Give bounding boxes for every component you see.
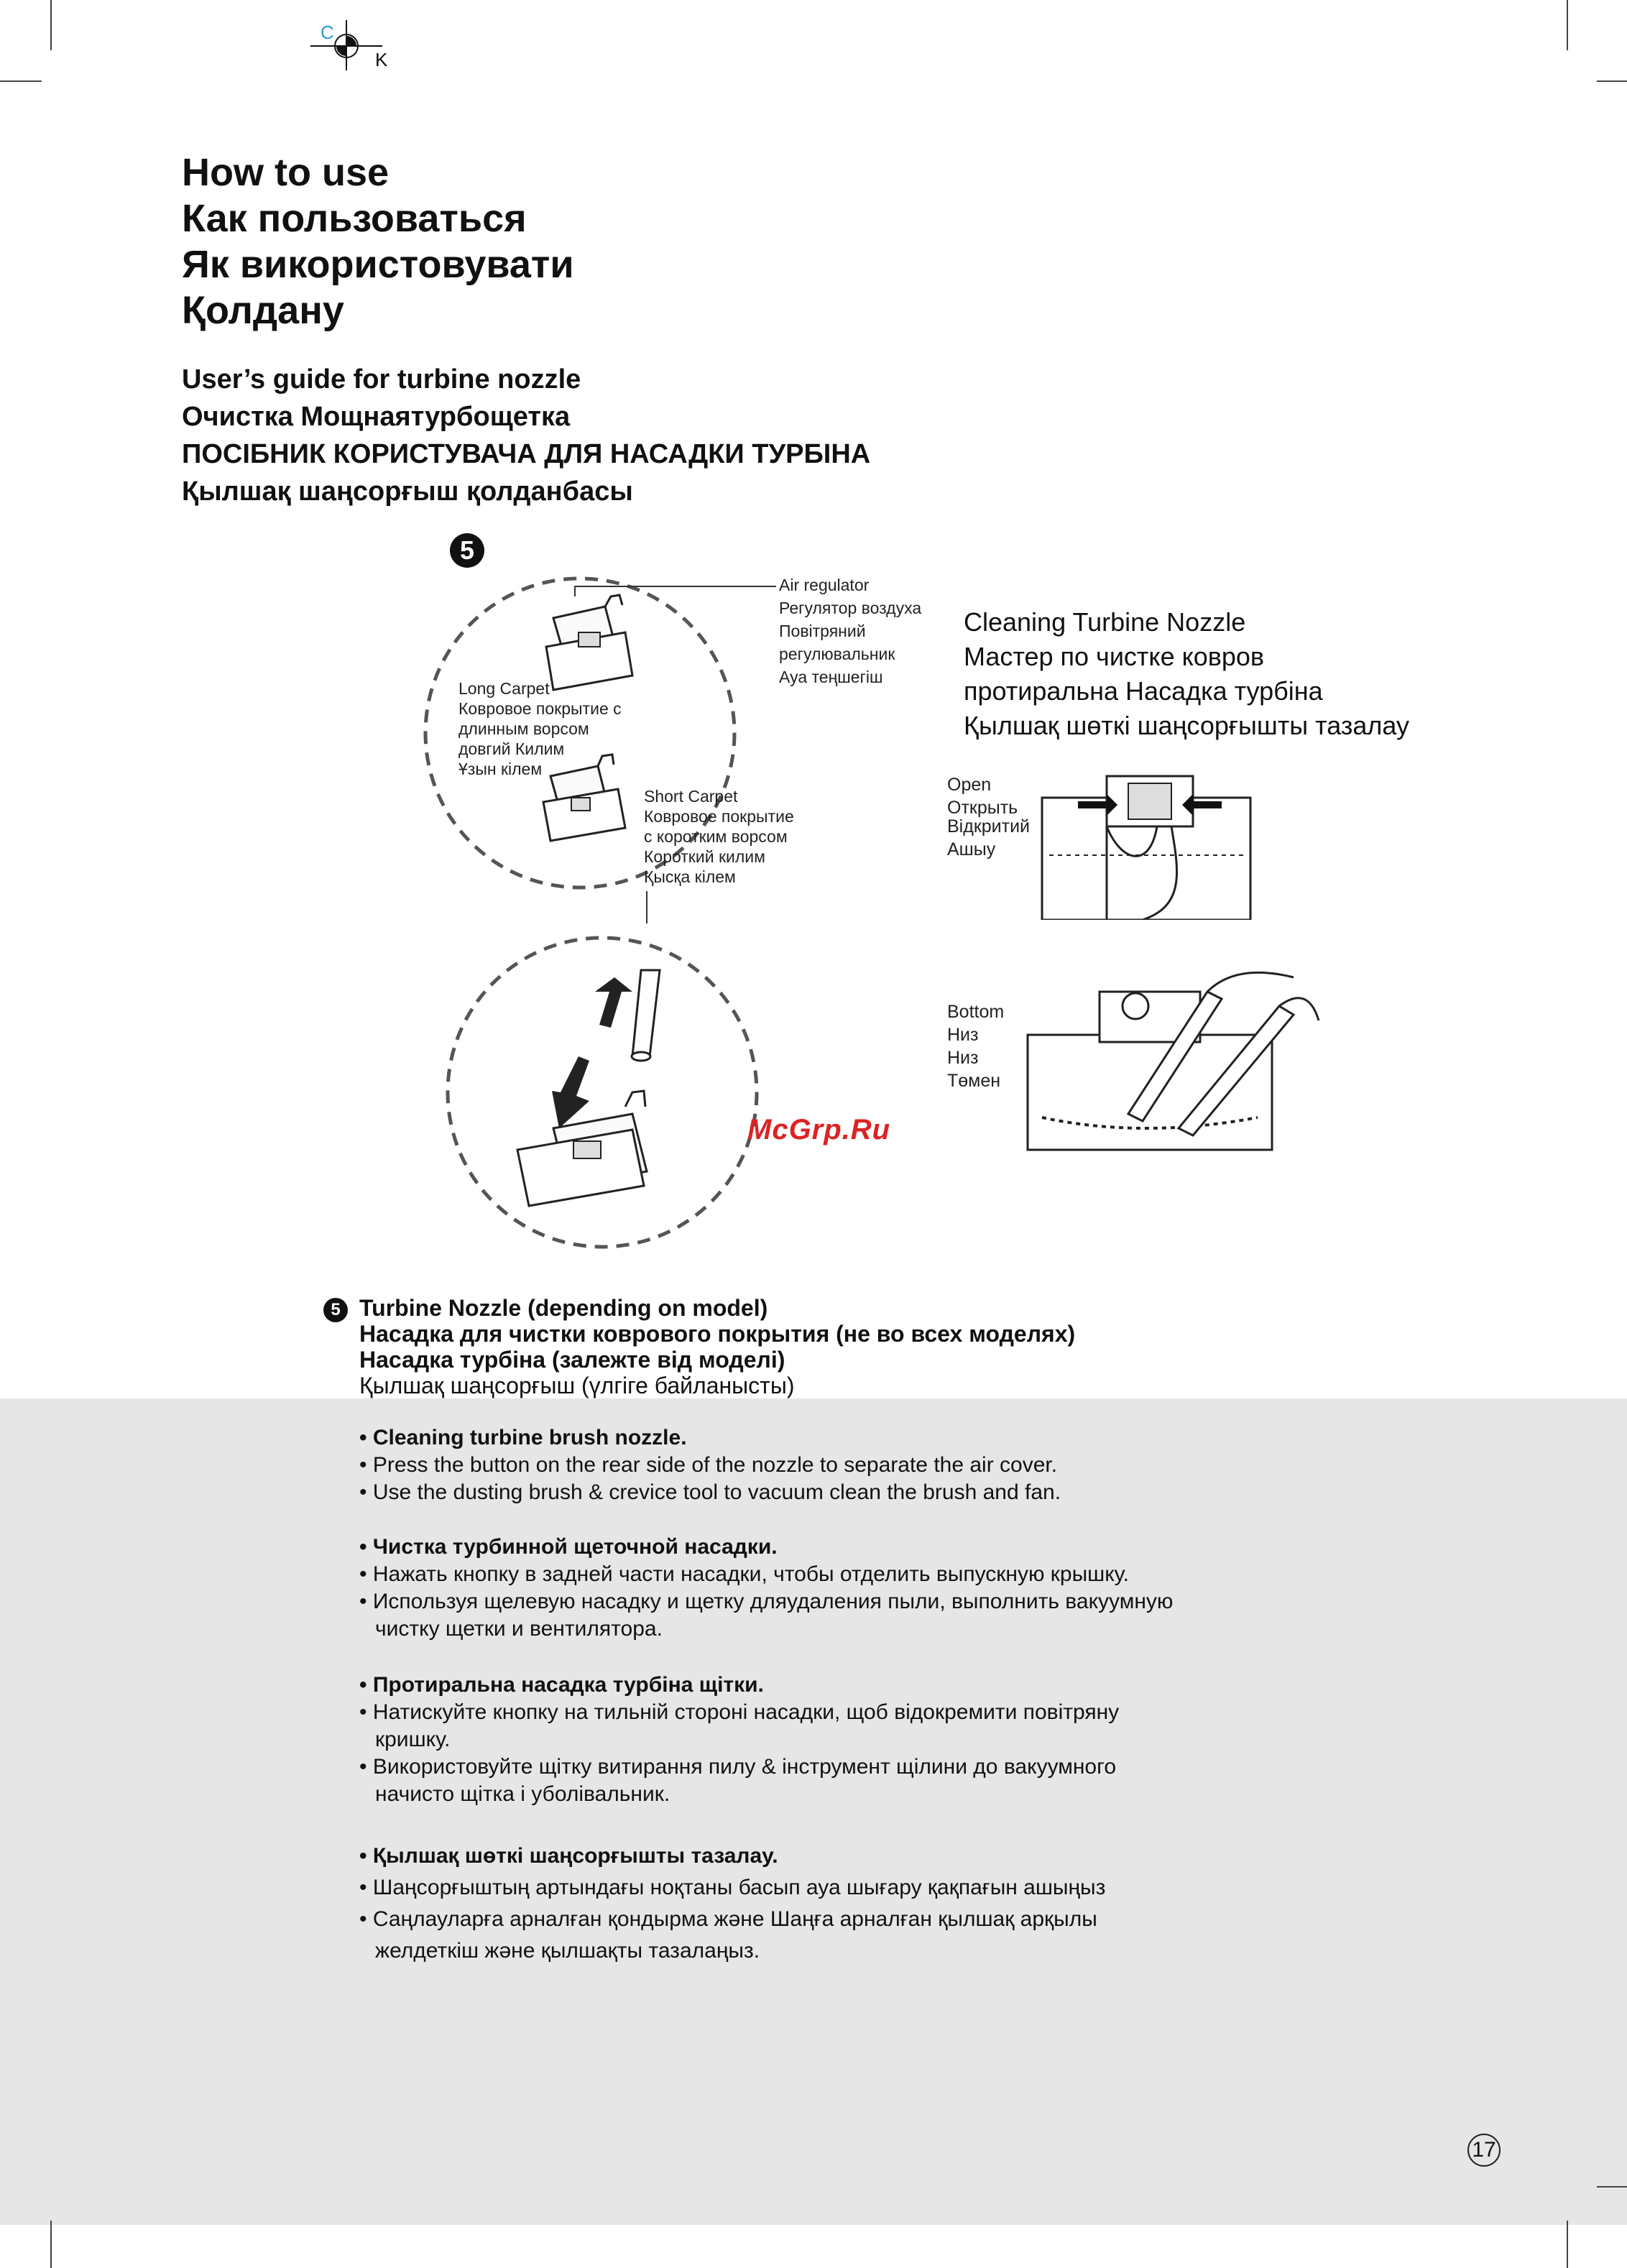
section-heading-uk: Насадка турбіна (залежте від моделі) — [359, 1347, 785, 1373]
crop-mark — [50, 2221, 52, 2268]
crop-mark — [1597, 80, 1627, 82]
open-label-en: Open — [947, 775, 992, 795]
crop-mark — [1567, 0, 1568, 50]
long-carpet-label-kk: Ұзын кілем — [458, 760, 543, 778]
short-carpet-label-en: Short Carpet — [644, 787, 738, 806]
bottom-cleaning-illustration — [1020, 963, 1322, 1157]
instr-kk-bullet-2-cont: желдеткіш және қылшақты тазалаңыз. — [375, 1939, 760, 1963]
turbine-nozzle-illustration — [417, 561, 819, 1279]
short-carpet-label-ru-2: с коротким ворсом — [644, 827, 788, 846]
instr-en-bullet-2: • Use the dusting brush & crevice tool to vacuum clean the brush and fan. — [359, 1480, 1061, 1504]
instr-uk-bullet-1: • Натискуйте кнопку на тильній стороні насадки, щоб відокремити повітряну — [359, 1700, 1120, 1724]
cleaning-title-uk: протиральна Насадка турбіна — [964, 676, 1323, 706]
air-regulator-label-en: Air regulator — [779, 576, 870, 594]
bottom-label-uk: Низ — [947, 1048, 979, 1068]
crop-mark — [1597, 2186, 1627, 2188]
step-badge: 5 — [450, 533, 484, 568]
instr-uk-bullet-2: • Використовуйте щітку витирання пилу & інструмент щілини до вакуумного — [359, 1755, 1117, 1779]
registration-mark — [310, 20, 388, 70]
instr-en-title: • Cleaning turbine brush nozzle. — [359, 1426, 687, 1449]
instr-kk-bullet-2: • Саңлауларға арналған қондырма және Шаңға арналған қылшақ арқылы — [359, 1907, 1097, 1931]
section-heading-kk: Қылшақ шаңсорғыш (үлгіге байланысты) — [359, 1373, 795, 1398]
arrow-down-icon — [552, 1056, 589, 1128]
instr-uk-bullet-1-cont: кришку. — [375, 1728, 451, 1751]
instr-en-bullet-1: • Press the button on the rear side of the nozzle to separate the air cover. — [359, 1453, 1058, 1477]
long-carpet-label-ru-2: длинным ворсом — [458, 719, 589, 738]
instr-ru-bullet-2-cont: чистку щетки и вентилятора. — [375, 1617, 663, 1641]
bottom-label-en: Bottom — [947, 1002, 1005, 1022]
crop-mark — [1567, 2221, 1568, 2268]
cleaning-title-kk: Қылшақ шөткі шаңсорғышты тазалау — [964, 711, 1409, 740]
open-label-kk: Ашыу — [947, 839, 996, 859]
subtitle-kk: Қылшақ шаңсорғыш қолданбасы — [182, 476, 633, 507]
cleaning-title-en: Cleaning Turbine Nozzle — [964, 607, 1246, 637]
open-cover-illustration — [1035, 762, 1265, 920]
nozzle-assembled-icon — [517, 1091, 647, 1206]
instructions-background — [0, 1398, 1627, 2225]
subtitle-ru: Очистка Мощнаятурбощетка — [182, 402, 571, 432]
long-carpet-label-en: Long Carpet — [458, 679, 550, 698]
section-heading-en: Turbine Nozzle (depending on model) — [359, 1295, 768, 1321]
instr-uk-bullet-2-cont: начисто щітка і уболівальник. — [375, 1782, 670, 1806]
instr-kk-title: • Қылшақ шөткі шаңсорғышты тазалау. — [359, 1844, 778, 1868]
section-badge: 5 — [323, 1298, 348, 1322]
watermark: McGrp.Ru — [747, 1114, 891, 1145]
air-regulator-label-ru: Регулятор воздуха — [779, 599, 922, 617]
long-carpet-label-ru-1: Ковровое покрытие с — [458, 699, 622, 718]
pipe-icon — [632, 970, 660, 1061]
bottom-label-ru: Низ — [947, 1025, 979, 1045]
arrow-up-icon — [595, 977, 632, 1028]
open-label-ru: Открыть — [947, 798, 1018, 818]
instr-ru-bullet-2: • Используя щелевую насадку и щетку дляудаления пыли, выполнить вакуумную — [359, 1590, 1174, 1613]
instr-kk-bullet-1: • Шаңсорғыштың артындағы ноқтаны басып ауа шығару қақпағын ашыңыз — [359, 1876, 1106, 1899]
title-ru: Как пользоваться — [182, 197, 527, 240]
instr-ru-bullet-1: • Нажать кнопку в задней части насадки, чтобы отделить выпускную крышку. — [359, 1562, 1130, 1586]
crop-mark — [50, 0, 52, 50]
instr-uk-title: • Протиральна насадка турбіна щітки. — [359, 1673, 764, 1697]
bottom-label-kk: Төмен — [947, 1071, 1001, 1091]
subtitle-uk: ПОСІБНИК КОРИСТУВАЧА ДЛЯ НАСАДКИ ТУРБІНА — [182, 439, 871, 469]
registration-c: C — [321, 22, 334, 43]
air-regulator-label-kk: Ауа теңшегіш — [779, 668, 883, 686]
short-carpet-label-kk: Қысқа кілем — [644, 867, 736, 886]
short-carpet-label-uk: Короткий килим — [644, 847, 765, 866]
subtitle-en: User’s guide for turbine nozzle — [182, 364, 581, 395]
open-label-uk: Відкритий — [947, 816, 1031, 836]
page-number: 17 — [1467, 2134, 1501, 2167]
title-uk: Як використовувати — [182, 243, 574, 286]
instr-ru-title: • Чистка турбинной щеточной насадки. — [359, 1535, 778, 1559]
title-en: How to use — [182, 151, 390, 194]
section-heading-ru: Насадка для чистки коврового покрытия (не во всех моделях) — [359, 1321, 1076, 1347]
title-kk: Қолдану — [182, 289, 344, 332]
nozzle-long-carpet-icon — [546, 595, 632, 690]
registration-k: K — [375, 49, 388, 70]
short-carpet-label-ru-1: Ковровое покрытие — [644, 807, 794, 826]
cleaning-title-ru: Мастер по чистке ковров — [964, 642, 1265, 671]
long-carpet-label-uk: довгий Килим — [458, 739, 565, 758]
nozzle-short-carpet-icon — [543, 755, 625, 841]
crop-mark — [0, 80, 42, 82]
air-regulator-label-uk-2: регулювальник — [779, 645, 895, 663]
air-regulator-label-uk-1: Повітряний — [779, 622, 866, 640]
